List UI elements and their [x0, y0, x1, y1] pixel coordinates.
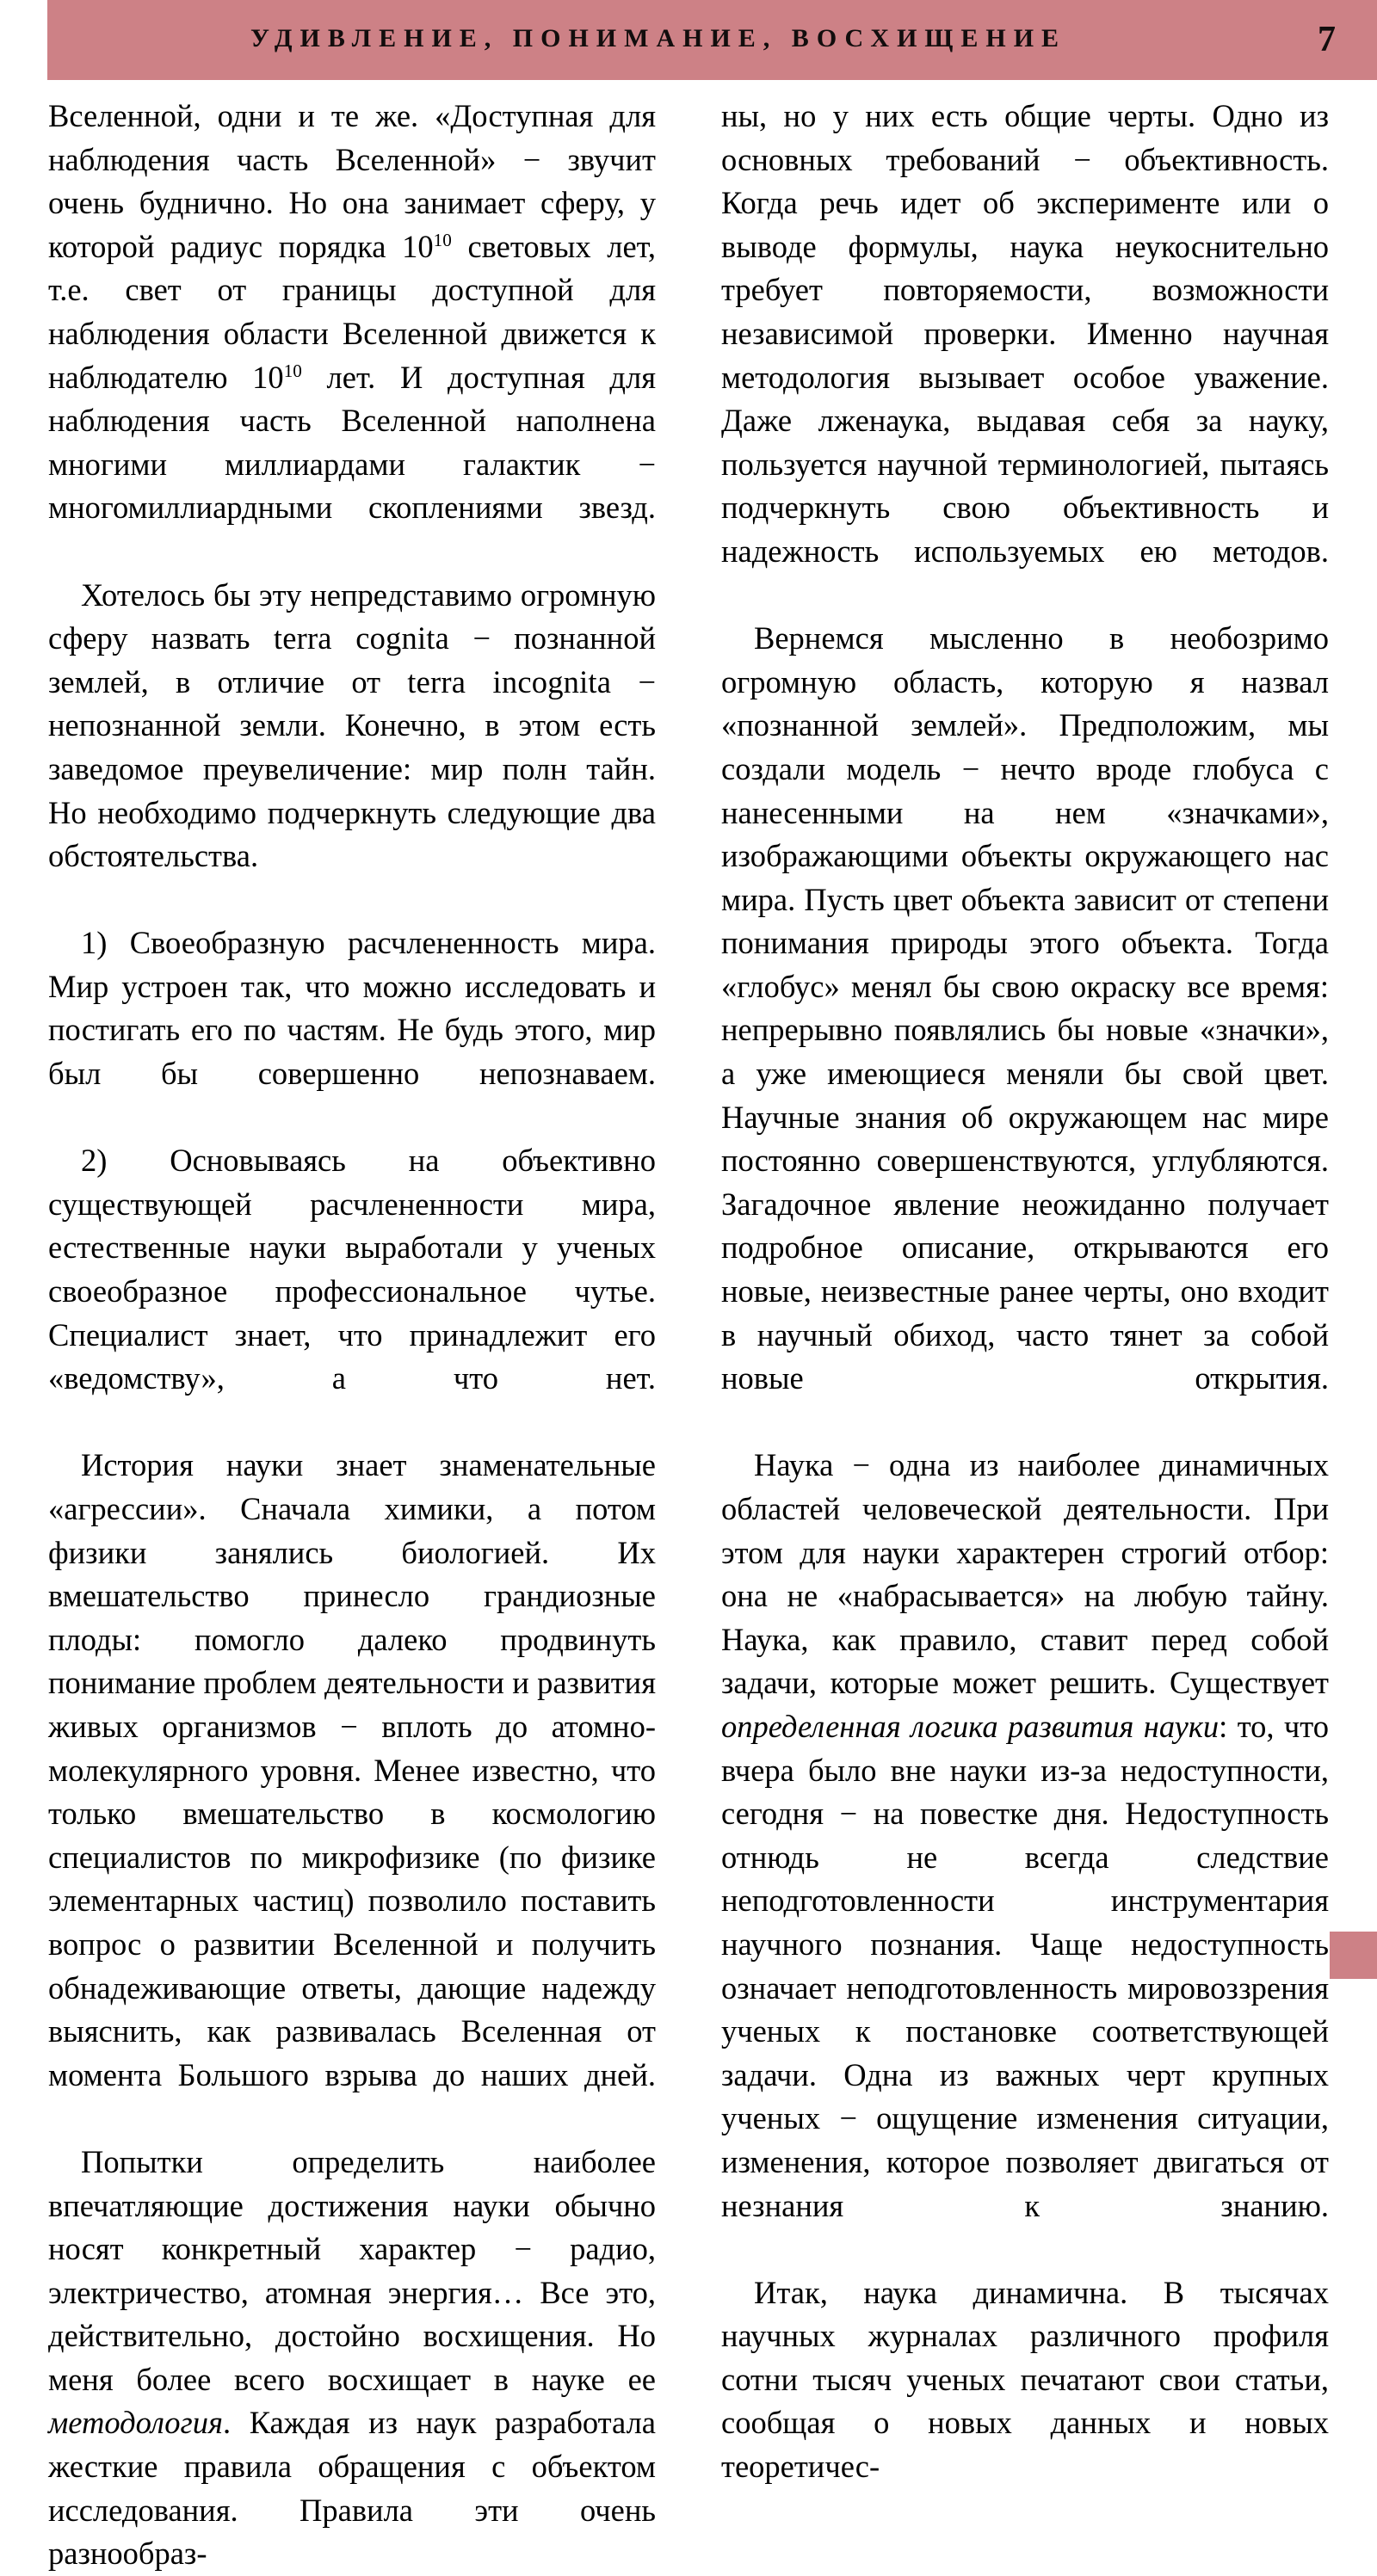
body-paragraph: 1) Своеобразную расчлененность мира. Мир устроен так, что можно исследовать и постигать его по частям. Не будь этого, мир был бы совершенно непознаваем.: [48, 925, 656, 1092]
body-paragraph: Вернемся мысленно в необозримо огромную область, которую я назвал «познанной землей». Предположим, мы создали модель − нечто вроде глобуса с нанесенными на нем «значками», изображающими объекты окружающего нас мира. Пусть цвет объекта зависит от степени понимания природы этого объекта. Тогда «глобус» менял бы свою окраску все время: непрерывно появлялись бы новые «значки», а уже имеющиеся меняли бы свой цвет. Научные знания об окружающем нас мире постоянно совершенствуются, углубляются. Загадочное явление неожиданно получает подробное описание, открываются его новые, неизвестные ранее черты, оно входит в научный обиход, часто тянет за собой новые открытия.: [721, 620, 1329, 1396]
emphasized-term: определенная логика развития науки: [721, 1708, 1220, 1744]
page-number: 7: [1318, 20, 1336, 59]
body-paragraph: Хотелось бы эту непредставимо огромную сферу назвать terra cognita − познанной землей, в отличие от terra incognita − непознанной земли. Конечно, в этом есть заведомое преувеличение: мир полн тайн. Но необходимо подчеркнуть следующие два обстоятельства.: [48, 576, 656, 874]
latin-term: terra incognita: [407, 663, 612, 699]
body-paragraph: Вселенной, одни и те же. «Доступная для наблюдения часть Вселенной» − звучит очень буднично. Но она занимает сферу, у которой радиус порядка $10^{10}$ световых лет, т.е. свет от границы доступной для наблюдения области Вселенной движется к наблюдателю $10^{10}$ лет. И доступная для наблюдения часть Вселенной наполнена многими миллиардами галактик − многомиллиардными скоплениями звезд.: [48, 98, 656, 526]
corner-decoration-block: [1330, 1932, 1377, 1979]
exponent: 10: [283, 360, 302, 381]
running-head-title: УДИВЛЕНИЕ, ПОНИМАНИЕ, ВОСХИЩЕНИЕ: [250, 24, 1067, 52]
exponent: 10: [433, 229, 452, 250]
latin-term: terra cognita: [273, 620, 450, 656]
text-column-right: [721, 95, 1329, 2485]
page-body: [48, 95, 1329, 2572]
body-paragraph: Попытки определить наиболее впечатляющие достижения науки обычно носят конкретный характер − радио, электричество, атомная энергия… Все это, действительно, достойно восхищения. Но меня более всего восхищает в науке ее методология. Каждая из наук разработала жесткие правила обращения с объектом исследования. Правила эти очень разнообраз-: [48, 2143, 656, 2572]
body-paragraph: Наука − одна из наиболее динамичных областей человеческой деятельности. При этом для науки характерен строгий отбор: она не «набрасывается» на любую тайну. Наука, как правило, ставит перед собой задачи, которые может решить. Существует определенная логика развития науки: то, что вчера было вне науки из-за недоступности, сегодня − на повестке дня. Недоступность отнюдь не всегда следствие неподготовленности инструментария научного познания. Чаще недоступность означает неподготовленность мировоззрения ученых к постановке соответствующей задачи. Одна из важных черт крупных ученых − ощущение изменения ситуации, изменения, которое позволяет двигаться от незнания к знанию.: [721, 1447, 1329, 2223]
body-paragraph: История науки знает знаменательные «агрессии». Сначала химики, а потом физики занялись биологией. Их вмешательство принесло грандиозные плоды: помогло далеко продвинуть понимание проблем деятельности и развития живых организмов − вплоть до атомно-молекулярного уровня. Менее известно, что только вмешательство в космологию специалистов по микрофизике (по физике элементарных частиц) позволило поставить вопрос о развитии Вселенной и получить обнадеживающие ответы, дающие надежду выяснить, как развивалась Вселенная от момента Большого взрыва до наших дней.: [48, 1447, 656, 2092]
emphasized-term: методология: [48, 2405, 224, 2441]
body-paragraph: Итак, наука динамична. В тысячах научных журналах различного профиля сотни тысяч ученых печатают свои статьи, сообщая о новых данных и новых теоретичес-: [721, 2274, 1329, 2485]
body-paragraph: ны, но у них есть общие черты. Одно из основных требований − объективность. Когда речь идет об эксперименте или о выводе формулы, наука неукоснительно требует повторяемости, возможности независимой проверки. Именно научная методология вызывает особое уважение. Даже лженаука, выдавая себя за науку, пользуется научной терминологией, пытаясь подчеркнуть свою объективность и надежность используемых ею методов.: [721, 98, 1329, 569]
body-paragraph: 2) Основываясь на объективно существующей расчлененности мира, естественные науки выработали у ученых своеобразное профессиональное чутье. Специалист знает, что принадлежит его «ведомству», а что нет.: [48, 1143, 656, 1396]
text-column-left: [48, 95, 656, 2572]
